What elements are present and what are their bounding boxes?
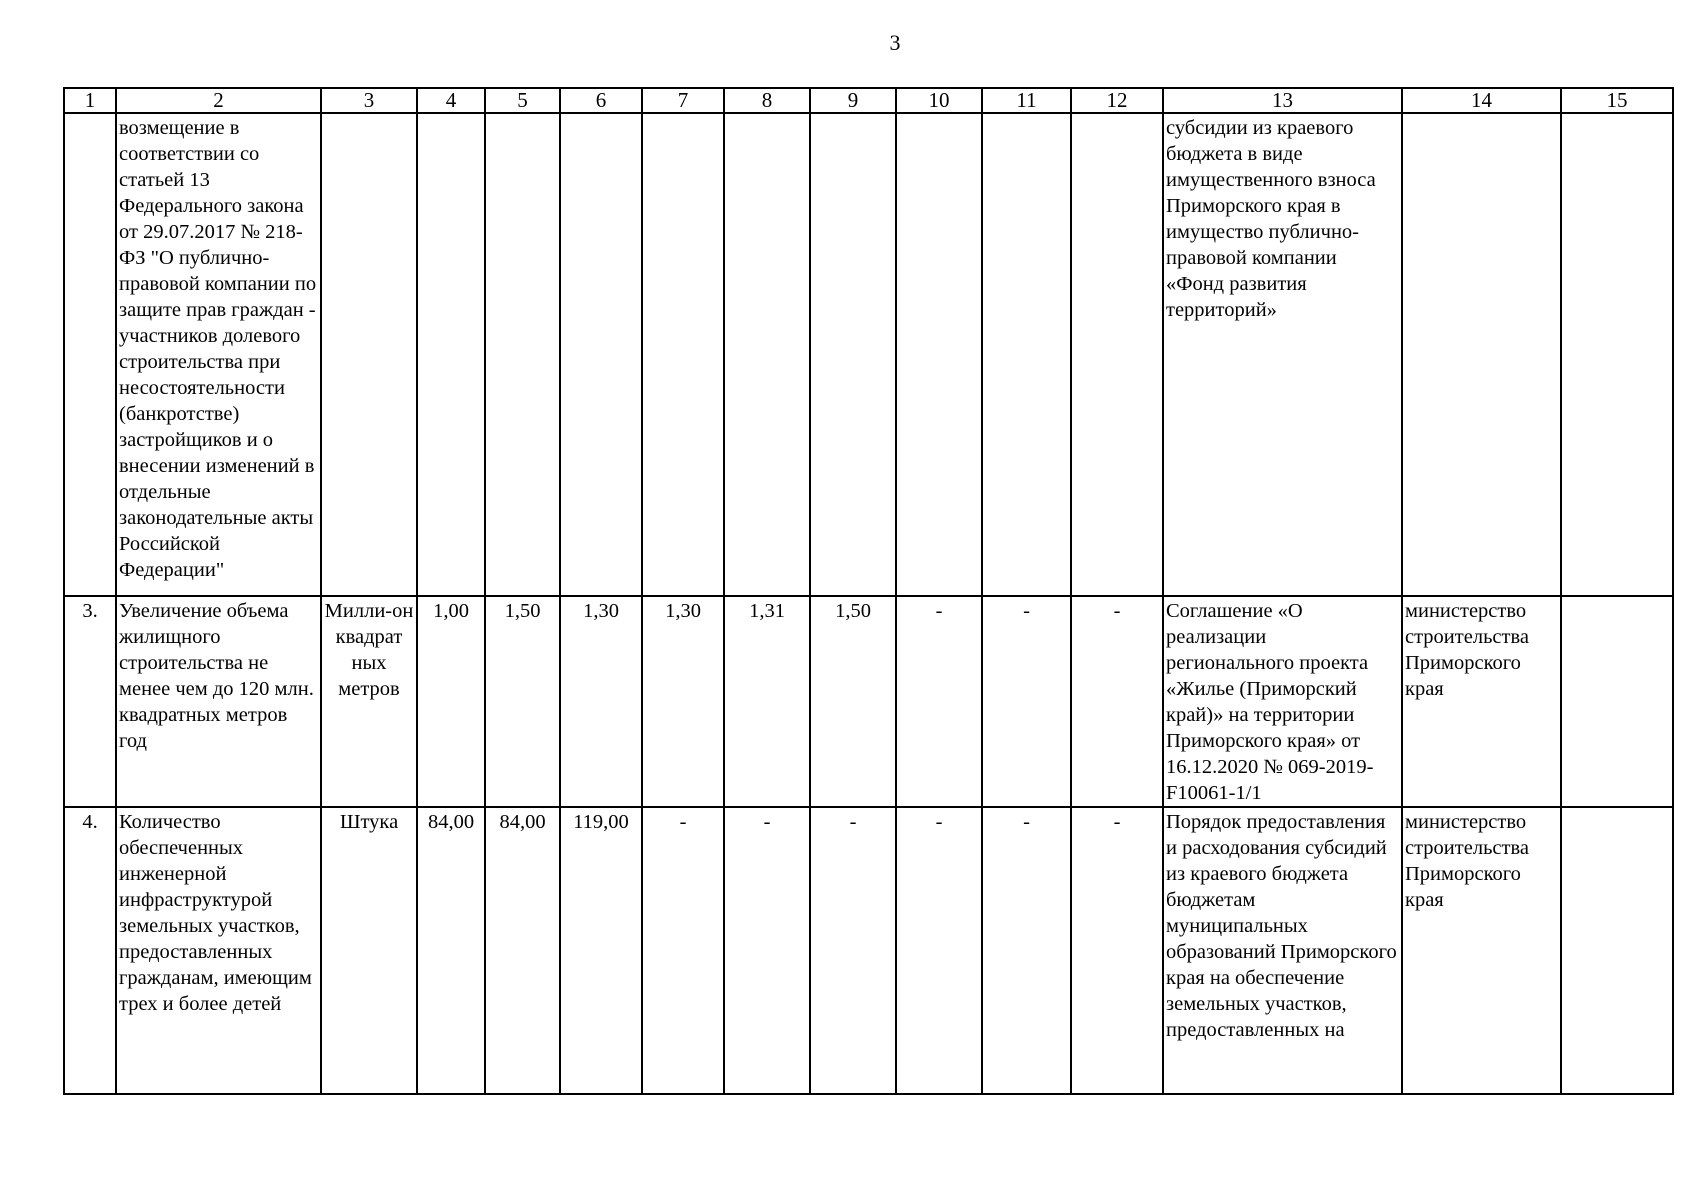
row-number-cell	[64, 113, 116, 596]
document-basis-cell: Соглашение «О реализации регионального проекта «Жилье (Приморский край)» на территории Приморского края» от 16.12.2020 № 069-2019-F10061-1/1	[1163, 596, 1402, 807]
header-cell: 1	[64, 88, 116, 113]
value-cell: -	[642, 807, 724, 1094]
notes-cell	[1561, 113, 1673, 596]
value-cell: 119,00	[560, 807, 642, 1094]
responsible-cell: министерство строительства Приморского края	[1402, 596, 1561, 807]
table-row	[64, 596, 1673, 807]
value-cell: -	[982, 807, 1071, 1094]
value-cell: -	[896, 807, 982, 1094]
header-cell: 8	[724, 88, 810, 113]
page-number: 3	[889, 30, 901, 55]
row-number-cell: 3.	[64, 596, 116, 807]
header-cell: 6	[560, 88, 642, 113]
value-cell	[560, 113, 642, 596]
value-cell: 84,00	[485, 807, 560, 1094]
value-cell	[982, 113, 1071, 596]
value-cell: 1,31	[724, 596, 810, 807]
value-cell: -	[810, 807, 896, 1094]
value-cell	[810, 113, 896, 596]
value-cell: -	[1071, 596, 1163, 807]
header-cell: 12	[1071, 88, 1163, 113]
value-cell: -	[896, 596, 982, 807]
header-cell: 13	[1163, 88, 1402, 113]
value-cell: 1,30	[560, 596, 642, 807]
header-cell: 14	[1402, 88, 1561, 113]
notes-cell	[1561, 807, 1673, 1094]
table-row	[64, 807, 1673, 1094]
value-cell: -	[982, 596, 1071, 807]
value-cell: 1,00	[417, 596, 485, 807]
row-number-cell: 4.	[64, 807, 116, 1094]
header-cell: 11	[982, 88, 1071, 113]
value-cell	[642, 113, 724, 596]
unit-cell: Штука	[321, 807, 417, 1094]
value-cell: -	[724, 807, 810, 1094]
value-cell: 1,30	[642, 596, 724, 807]
table-row	[64, 113, 1673, 596]
header-cell: 4	[417, 88, 485, 113]
indicator-name-cell: Увеличение объема жилищного строительства не менее чем до 120 млн. квадратных метров год	[116, 596, 321, 807]
value-cell	[1071, 113, 1163, 596]
responsible-cell: министерство строительства Приморского края	[1402, 807, 1561, 1094]
value-cell	[724, 113, 810, 596]
header-cell: 3	[321, 88, 417, 113]
notes-cell	[1561, 596, 1673, 807]
header-cell: 7	[642, 88, 724, 113]
value-cell: 1,50	[485, 596, 560, 807]
responsible-cell	[1402, 113, 1561, 596]
header-row	[64, 88, 1673, 113]
value-cell	[485, 113, 560, 596]
header-cell: 10	[896, 88, 982, 113]
value-cell	[896, 113, 982, 596]
value-cell: 84,00	[417, 807, 485, 1094]
document-basis-cell: субсидии из краевого бюджета в виде имущественного взноса Приморского края в имущество публично-правовой компании «Фонд развития территорий»	[1163, 113, 1402, 596]
value-cell: -	[1071, 807, 1163, 1094]
document-basis-cell: Порядок предоставления и расходования субсидий из краевого бюджета бюджетам муниципальных образований Приморского края на обеспечение земельных участков, предоставленных на	[1163, 807, 1402, 1094]
header-cell: 9	[810, 88, 896, 113]
value-cell	[417, 113, 485, 596]
unit-cell: Милли-он квадрат ных метров	[321, 596, 417, 807]
header-cell: 5	[485, 88, 560, 113]
header-cell: 2	[116, 88, 321, 113]
indicators-table	[63, 87, 1674, 1095]
header-cell: 15	[1561, 88, 1673, 113]
indicator-name-cell: Количество обеспеченных инженерной инфраструктурой земельных участков, предоставленных гражданам, имеющим трех и более детей	[116, 807, 321, 1094]
indicator-name-cell: возмещение в соответствии со статьей 13 Федерального закона от 29.07.2017 № 218-ФЗ "О публично-правовой компании по защите прав граждан - участников долевого строительства при несостоятельности (банкротстве) застройщиков и о внесении изменений в отдельные законодательные акты Российской Федерации"	[116, 113, 321, 596]
value-cell: 1,50	[810, 596, 896, 807]
unit-cell	[321, 113, 417, 596]
